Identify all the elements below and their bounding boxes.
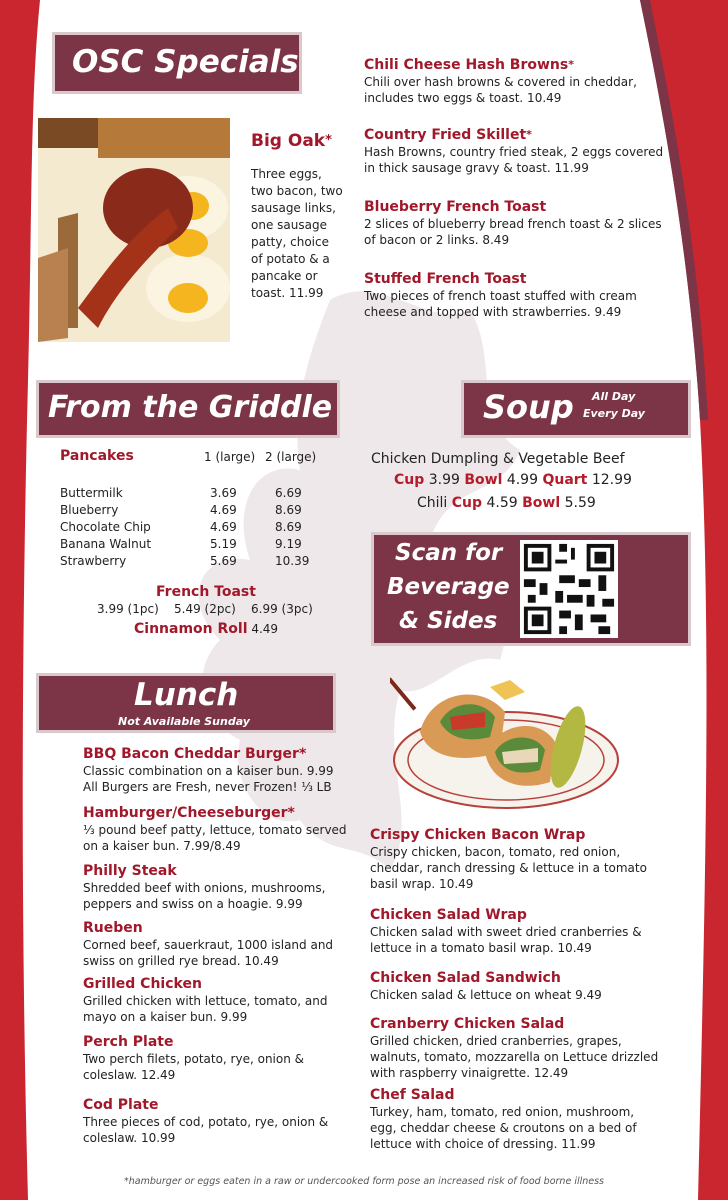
special-desc: Hash Browns, country fried steak, 2 eggs covered in thick sausage gravy & toast. 11.99 — [364, 145, 664, 175]
pancake-name: Blueberry — [60, 503, 119, 517]
lunch-item-desc: Crispy chicken, bacon, tomato, red onion, cheddar, ranch dressing & lettuce in a tomato basil wrap. 10.49 — [370, 845, 647, 891]
special-desc: 2 slices of blueberry bread french toast & 2 slices of bacon or 2 links. 8.49 — [364, 217, 662, 247]
lunch-item-name: Chicken Salad Sandwich — [370, 970, 561, 986]
scan-line-2: Beverage — [387, 574, 510, 600]
big-oak-title — [251, 130, 343, 152]
lunch-item — [83, 919, 353, 969]
lunch-item-desc: Grilled chicken, dried cranberries, grapes, walnuts, tomato, mozzarella on Lettuce drizzled with raspberry vinaigrette. 12.49 — [370, 1034, 659, 1080]
special-name: Chili Cheese Hash Browns — [364, 57, 569, 73]
lunch-item-name: Rueben — [83, 920, 143, 936]
lunch-item-desc: ⅓ pound beef patty, lettuce, tomato served on a kaiser bun. 7.99/8.49 — [83, 823, 347, 853]
quart-label: Quart — [542, 472, 588, 488]
soup-banner — [461, 380, 691, 438]
lunch-item — [83, 862, 353, 912]
pancake-price-2: 8.69 — [275, 503, 302, 517]
pancake-price-1: 5.69 — [210, 554, 237, 568]
pancake-name: Chocolate Chip — [60, 520, 151, 534]
special-name: Blueberry French Toast — [364, 199, 547, 215]
chili-label: Chili — [417, 495, 448, 511]
big-oak-mark: * — [325, 133, 332, 148]
special-name: Stuffed French Toast — [364, 271, 527, 287]
wrap-photo — [390, 672, 622, 812]
pancakes-label: Pancakes — [60, 448, 134, 464]
lunch-item — [370, 969, 660, 1003]
pancake-price-1: 4.69 — [210, 503, 237, 517]
chili-bowl-price: 5.59 — [564, 495, 596, 511]
special-desc: Two pieces of french toast stuffed with cream cheese and topped with strawberries. 9.49 — [364, 289, 637, 319]
qr-code-icon[interactable] — [519, 540, 619, 638]
lunch-item-desc: Chicken salad with sweet dried cranberries & lettuce in a tomato basil wrap. 10.49 — [370, 925, 642, 955]
pancake-price-1: 3.69 — [210, 486, 237, 500]
lunch-heading: Lunch — [134, 677, 239, 713]
bowl-label: Bowl — [464, 472, 503, 488]
lunch-item-name: Hamburger/Cheeseburger* — [83, 805, 295, 821]
chili-cup-price: 4.59 — [486, 495, 518, 511]
pancake-name: Strawberry — [60, 554, 127, 568]
pancake-name: Banana Walnut — [60, 537, 152, 551]
pancake-price-1: 5.19 — [210, 537, 237, 551]
lunch-item-desc: Turkey, ham, tomato, red onion, mushroom, egg, cheddar cheese & croutons on a bed of lettuce with choice of dressing. 11.99 — [370, 1105, 637, 1151]
bowl-price: 4.99 — [506, 472, 538, 488]
soup-heading: Soup — [483, 388, 574, 426]
soup-line-1: Chicken Dumpling & Vegetable Beef — [371, 451, 625, 467]
special-item — [364, 126, 664, 176]
lunch-item — [370, 906, 660, 956]
big-oak-item — [251, 130, 343, 302]
lunch-item-desc: Chicken salad & lettuce on wheat 9.49 — [370, 988, 602, 1002]
lunch-item-name: Philly Steak — [83, 863, 177, 879]
special-mark: * — [526, 128, 532, 141]
lunch-item-name: Cranberry Chicken Salad — [370, 1016, 565, 1032]
lunch-item-name: Cod Plate — [83, 1097, 159, 1113]
lunch-item-desc: Corned beef, sauerkraut, 1000 island and swiss on grilled rye bread. 10.49 — [83, 938, 334, 968]
soup-line-2 — [394, 472, 632, 488]
cup-label: Cup — [394, 472, 425, 488]
lunch-item-desc: Three pieces of cod, potato, rye, onion & coleslaw. 10.99 — [83, 1115, 329, 1145]
specials-banner — [52, 32, 302, 94]
soup-note-1: All Day — [592, 390, 636, 403]
lunch-item — [83, 975, 353, 1025]
pancake-table — [60, 448, 340, 578]
quart-price: 12.99 — [591, 472, 632, 488]
special-item — [364, 270, 664, 320]
lunch-item-name: BBQ Bacon Cheddar Burger* — [83, 746, 307, 762]
footer-disclaimer: *hamburger or eggs eaten in a raw or undercooked form pose an increased risk of food borne illness — [123, 1176, 605, 1187]
lunch-item-name: Grilled Chicken — [83, 976, 202, 992]
lunch-item-desc: Grilled chicken with lettuce, tomato, and mayo on a kaiser bun. 9.99 — [83, 994, 328, 1024]
pancake-price-2: 6.69 — [275, 486, 302, 500]
col-2-header: 2 (large) — [265, 450, 317, 464]
cinnamon-price: 4.49 — [251, 622, 279, 636]
soup-line-3 — [417, 495, 596, 511]
cinnamon-label: Cinnamon Roll — [134, 621, 248, 637]
lunch-subheading: Not Available Sunday — [118, 715, 250, 728]
lunch-item-name: Crispy Chicken Bacon Wrap — [370, 827, 586, 843]
lunch-item — [83, 804, 353, 854]
french-toast-prices: 3.99 (1pc) 5.49 (2pc) 6.99 (3pc) — [97, 602, 313, 616]
lunch-item-desc: Classic combination on a kaiser bun. 9.99 — [83, 764, 334, 778]
scan-line-1: Scan for — [395, 540, 503, 566]
scan-panel — [371, 532, 691, 646]
cup-price: 3.99 — [428, 472, 460, 488]
special-item — [364, 198, 664, 248]
chili-cup-label: Cup — [451, 495, 483, 511]
pancake-price-2: 8.69 — [275, 520, 302, 534]
scan-line-3: & Sides — [399, 608, 498, 634]
col-1-header: 1 (large) — [204, 450, 256, 464]
lunch-item — [83, 1033, 353, 1083]
griddle-heading: From the Griddle — [48, 390, 333, 425]
big-oak-name: Big Oak — [251, 131, 326, 151]
pancake-price-2: 9.19 — [275, 537, 302, 551]
lunch-item — [370, 826, 660, 892]
big-oak-photo — [38, 118, 230, 342]
french-toast-label: French Toast — [156, 584, 256, 600]
lunch-item-desc: Two perch filets, potato, rye, onion & coleslaw. 12.49 — [83, 1052, 305, 1082]
soup-note-2: Every Day — [583, 407, 645, 420]
lunch-item-name: Chicken Salad Wrap — [370, 907, 527, 923]
lunch-item-name: Chef Salad — [370, 1087, 455, 1103]
pancake-price-2: 10.39 — [275, 554, 310, 568]
pancake-name: Buttermilk — [60, 486, 123, 500]
chili-bowl-label: Bowl — [522, 495, 561, 511]
griddle-banner — [36, 380, 340, 438]
lunch-item — [83, 745, 353, 795]
cinnamon-roll — [134, 621, 278, 637]
lunch-item-note: All Burgers are Fresh, never Frozen! ⅓ LB — [83, 780, 332, 794]
special-desc: Chili over hash browns & covered in cheddar, includes two eggs & toast. 10.49 — [364, 75, 637, 105]
big-oak-desc: Three eggs, two bacon, two sausage links, one sausage patty, choice of potato & a pancake or toast. 11.99 — [251, 167, 343, 300]
lunch-item — [370, 1086, 660, 1152]
specials-heading: OSC Specials — [72, 44, 299, 80]
lunch-item-name: Perch Plate — [83, 1034, 174, 1050]
special-name: Country Fried Skillet — [364, 127, 527, 143]
lunch-item — [370, 1015, 660, 1081]
pancake-price-1: 4.69 — [210, 520, 237, 534]
lunch-banner — [36, 673, 336, 733]
special-mark: * — [568, 58, 574, 71]
lunch-item-desc: Shredded beef with onions, mushrooms, peppers and swiss on a hoagie. 9.99 — [83, 881, 326, 911]
special-item — [364, 56, 664, 106]
lunch-item — [83, 1096, 353, 1146]
